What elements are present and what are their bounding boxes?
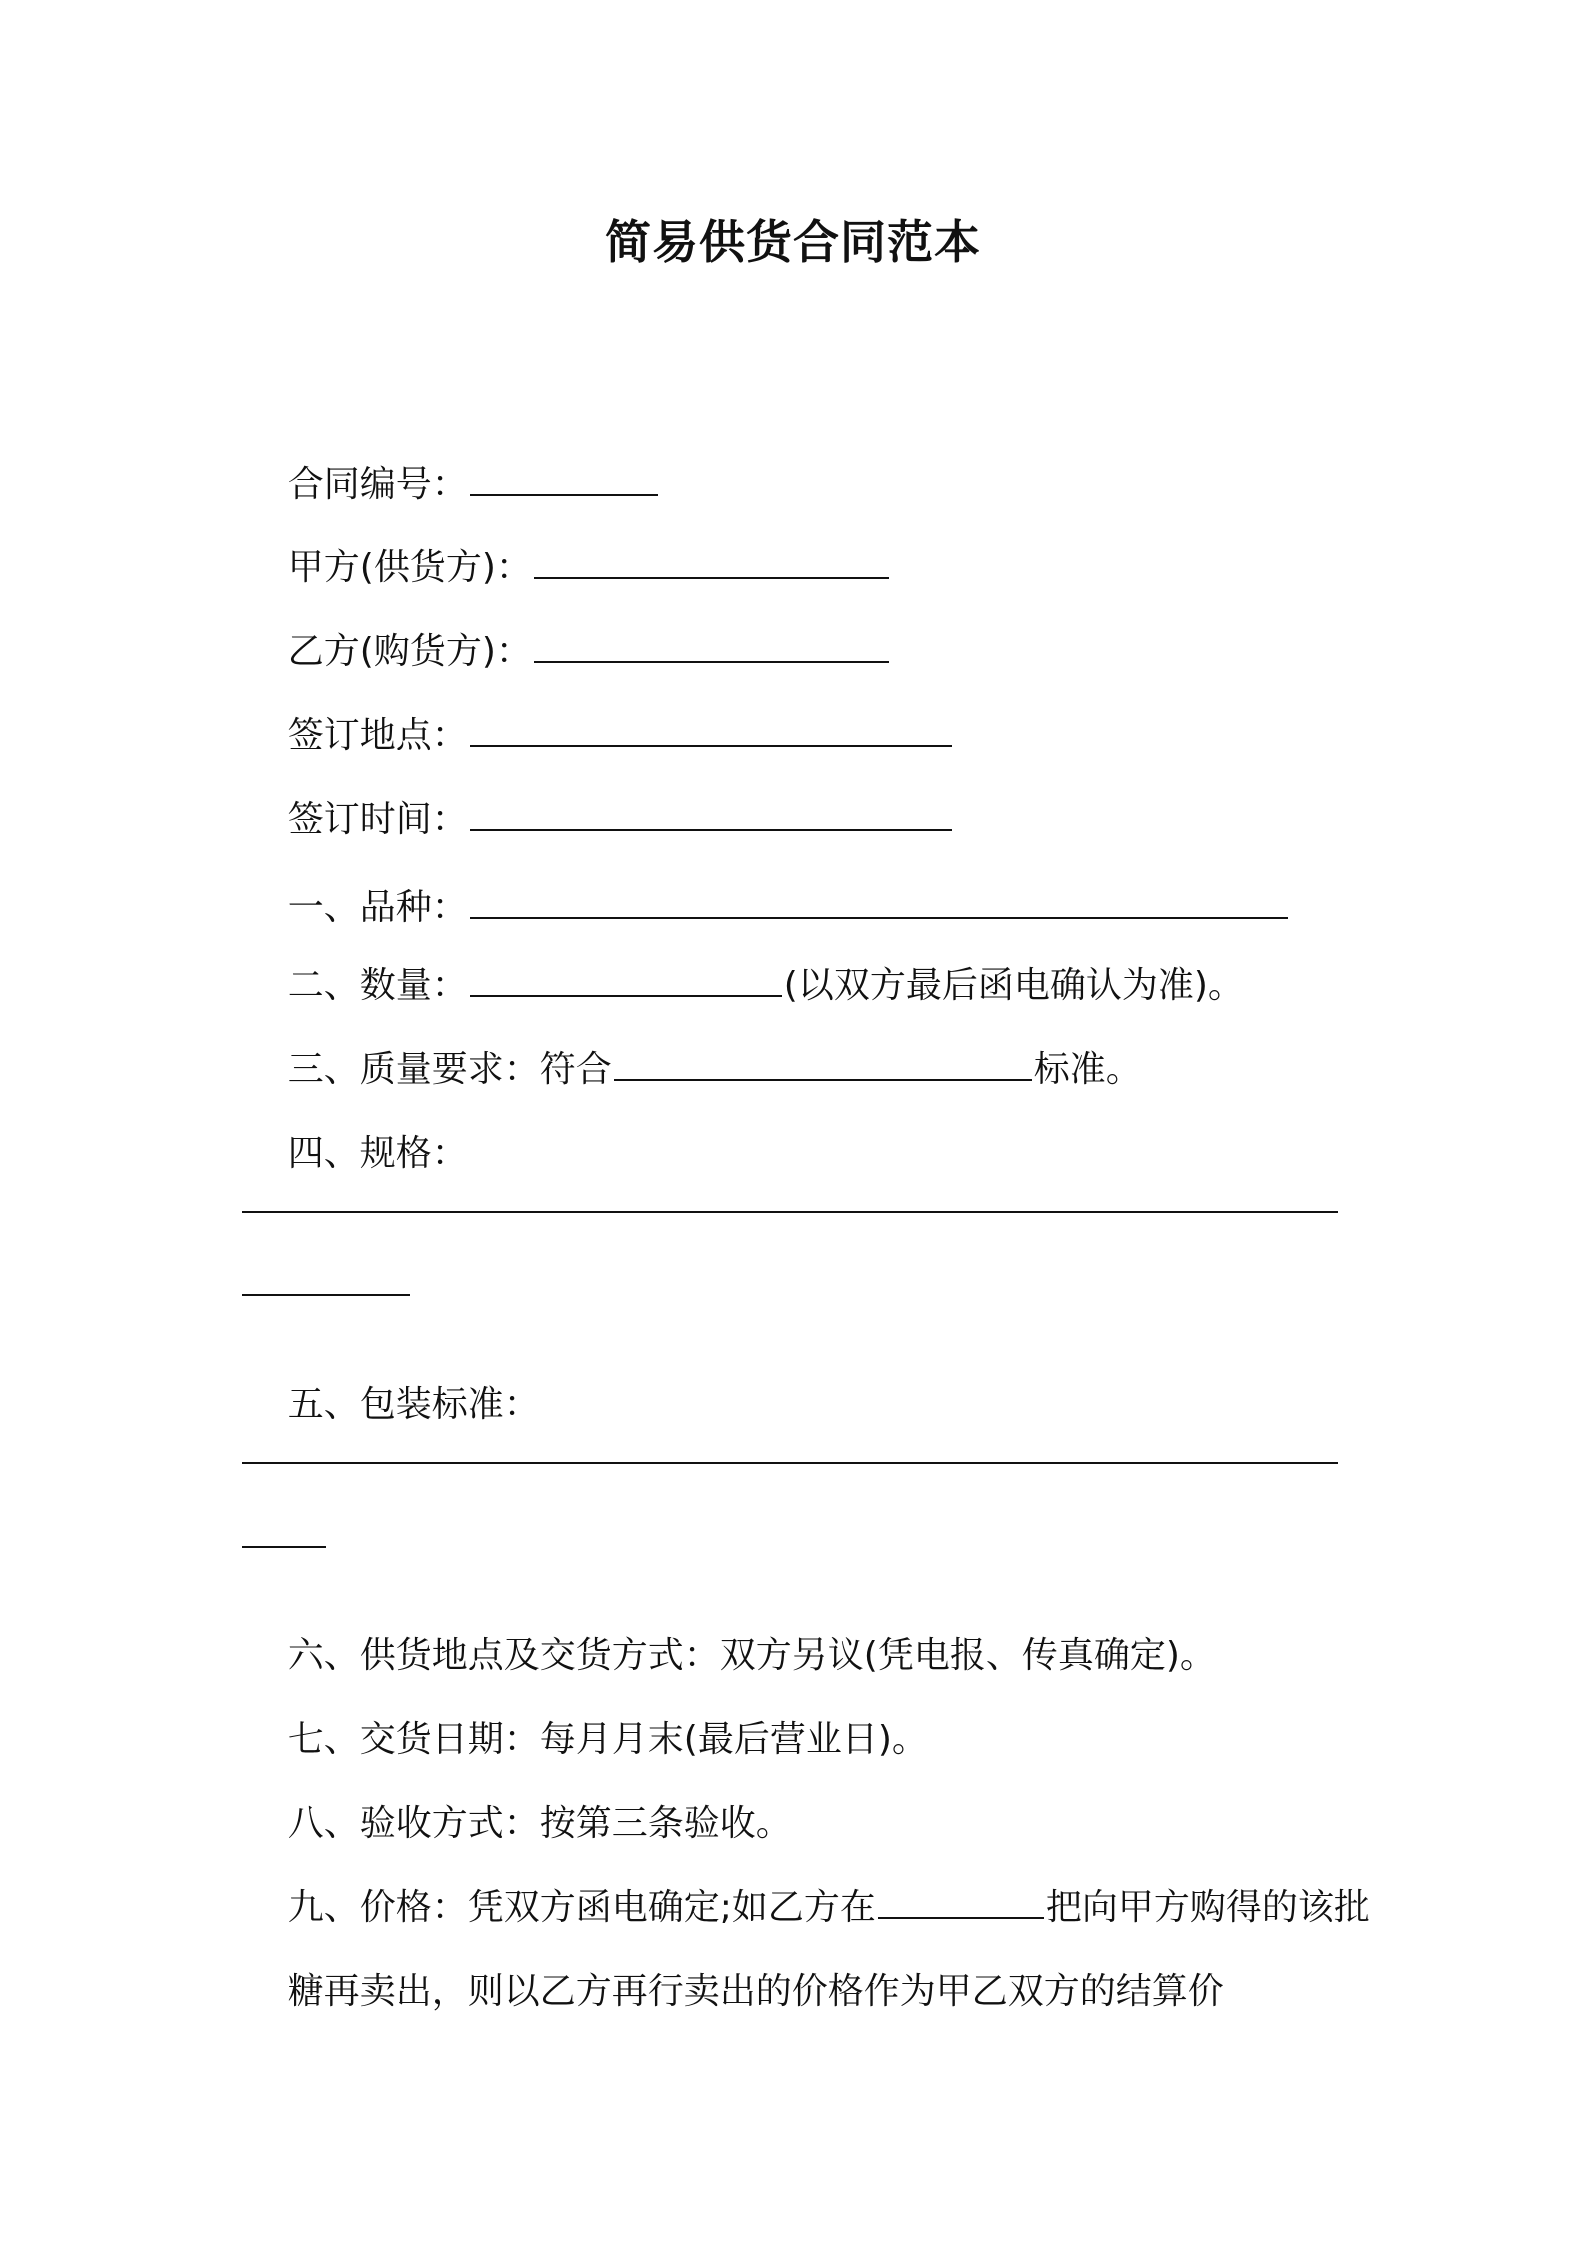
clause-9-continuation (242, 1920, 1224, 2064)
clause-2-blank[interactable] (470, 965, 782, 997)
clause-9-suffix: 把向甲方购得的该批 (1045, 1887, 1370, 1928)
document-title: 简易供货合同范本 (605, 215, 981, 269)
clause-9-blank[interactable] (878, 1887, 1044, 1919)
party-b-blank[interactable] (534, 631, 889, 663)
clause-2-suffix: (以双方最后函电确认为准)。 (783, 965, 1244, 1006)
clause-4-label: 四、规格： (287, 1133, 468, 1174)
clause-3-suffix: 标准。 (1033, 1049, 1142, 1090)
clause-5-blank-line-2[interactable] (242, 1546, 326, 1548)
contract-number-label: 合同编号： (287, 464, 468, 505)
clause-7-text: 七、交货日期：每月月末(最后营业日)。 (287, 1719, 928, 1760)
signing-place-blank[interactable] (470, 715, 952, 747)
clause-5-label: 五、包装标准： (287, 1384, 540, 1425)
clause-3-label: 三、质量要求：符合 (287, 1049, 612, 1090)
clause-6-text: 六、供货地点及交货方式：双方另议(凭电报、传真确定)。 (287, 1635, 1216, 1676)
signing-place-label: 签订地点： (287, 715, 468, 756)
clause-4-blank-line-2[interactable] (242, 1294, 410, 1296)
contract-number-blank[interactable] (470, 464, 658, 496)
clause-9-line2: 糖再卖出，则以乙方再行卖出的价格作为甲乙双方的结算价 (287, 1971, 1224, 2012)
clause-1-label: 一、品种： (287, 887, 468, 928)
clause-4-blank-line-1[interactable] (242, 1211, 1338, 1213)
clause-4-spec (242, 1082, 468, 1226)
clause-2-label: 二、数量： (287, 965, 468, 1006)
signing-time-blank[interactable] (470, 799, 952, 831)
party-b-label: 乙方(购货方)： (287, 631, 532, 672)
party-a-label: 甲方(供货方)： (287, 547, 532, 588)
clause-5-packaging (242, 1333, 540, 1477)
party-a-blank[interactable] (534, 547, 889, 579)
clause-3-blank[interactable] (614, 1049, 1032, 1081)
clause-8-text: 八、验收方式：按第三条验收。 (287, 1803, 792, 1844)
signing-time-label: 签订时间： (287, 799, 468, 840)
clause-9-label: 九、价格：凭双方函电确定;如乙方在 (287, 1887, 876, 1928)
clause-5-blank-line-1[interactable] (242, 1462, 1338, 1464)
